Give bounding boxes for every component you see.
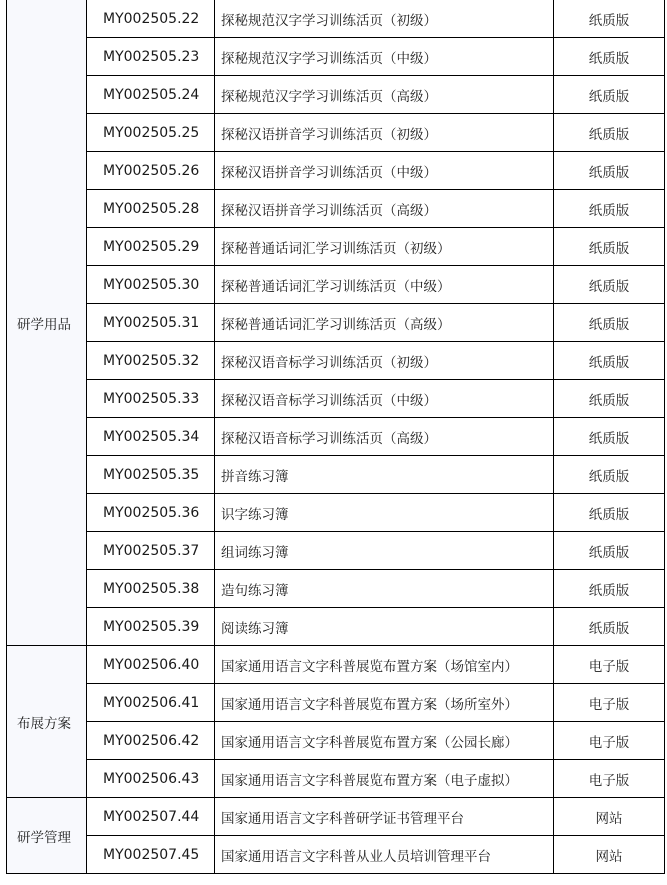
code-cell: MY002505.23: [87, 38, 215, 76]
name-cell: 探秘汉语音标学习训练活页（高级）: [215, 418, 554, 456]
name-cell: 探秘汉语音标学习训练活页（初级）: [215, 342, 554, 380]
format-cell: 纸质版: [554, 190, 665, 228]
name-cell: 探秘规范汉字学习训练活页（初级）: [215, 0, 554, 38]
name-cell: 国家通用语言文字科普展览布置方案（场馆室内）: [215, 646, 554, 684]
table-row: [7, 76, 665, 114]
table-row: [7, 798, 665, 836]
format-cell: 纸质版: [554, 114, 665, 152]
name-cell: 探秘汉语拼音学习训练活页（初级）: [215, 114, 554, 152]
format-cell: 纸质版: [554, 38, 665, 76]
name-cell: 造句练习簿: [215, 570, 554, 608]
format-cell: 电子版: [554, 760, 665, 798]
name-cell: 探秘普通话词汇学习训练活页（中级）: [215, 266, 554, 304]
table-row: [7, 456, 665, 494]
code-cell: MY002506.43: [87, 760, 215, 798]
name-cell: 探秘普通话词汇学习训练活页（初级）: [215, 228, 554, 266]
name-cell: 探秘规范汉字学习训练活页（高级）: [215, 76, 554, 114]
format-cell: 纸质版: [554, 266, 665, 304]
name-cell: 探秘汉语拼音学习训练活页（中级）: [215, 152, 554, 190]
table-row: [7, 114, 665, 152]
code-cell: MY002506.41: [87, 684, 215, 722]
code-cell: MY002505.25: [87, 114, 215, 152]
table-row: [7, 608, 665, 646]
name-cell: 识字练习簿: [215, 494, 554, 532]
table-row: [7, 190, 665, 228]
table-row: [7, 494, 665, 532]
product-table: [6, 0, 665, 874]
name-cell: 国家通用语言文字科普展览布置方案（场所室外）: [215, 684, 554, 722]
code-cell: MY002505.34: [87, 418, 215, 456]
format-cell: 电子版: [554, 722, 665, 760]
table-row: [7, 836, 665, 874]
table-row: [7, 380, 665, 418]
code-cell: MY002505.35: [87, 456, 215, 494]
name-cell: 探秘汉语音标学习训练活页（中级）: [215, 380, 554, 418]
code-cell: MY002506.42: [87, 722, 215, 760]
code-cell: MY002505.28: [87, 190, 215, 228]
table-row: [7, 722, 665, 760]
name-cell: 探秘普通话词汇学习训练活页（高级）: [215, 304, 554, 342]
code-cell: MY002505.39: [87, 608, 215, 646]
format-cell: 纸质版: [554, 380, 665, 418]
code-cell: MY002505.22: [87, 0, 215, 38]
code-cell: MY002505.31: [87, 304, 215, 342]
table-row: [7, 38, 665, 76]
table-row: [7, 570, 665, 608]
table-row: [7, 152, 665, 190]
name-cell: 探秘汉语拼音学习训练活页（高级）: [215, 190, 554, 228]
format-cell: 纸质版: [554, 608, 665, 646]
format-cell: 电子版: [554, 646, 665, 684]
format-cell: 纸质版: [554, 494, 665, 532]
category-cell: 研学管理: [7, 798, 87, 874]
table-row: [7, 684, 665, 722]
code-cell: MY002505.32: [87, 342, 215, 380]
format-cell: 纸质版: [554, 532, 665, 570]
code-cell: MY002506.40: [87, 646, 215, 684]
table-row: [7, 0, 665, 38]
format-cell: 纸质版: [554, 456, 665, 494]
table-row: [7, 342, 665, 380]
table-row: [7, 418, 665, 456]
name-cell: 国家通用语言文字科普展览布置方案（公园长廊）: [215, 722, 554, 760]
format-cell: 网站: [554, 836, 665, 874]
name-cell: 国家通用语言文字科普研学证书管理平台: [215, 798, 554, 836]
format-cell: 网站: [554, 798, 665, 836]
name-cell: 探秘规范汉字学习训练活页（中级）: [215, 38, 554, 76]
table-row: [7, 304, 665, 342]
name-cell: 国家通用语言文字科普展览布置方案（电子虚拟）: [215, 760, 554, 798]
format-cell: 纸质版: [554, 418, 665, 456]
code-cell: MY002505.24: [87, 76, 215, 114]
format-cell: 纸质版: [554, 152, 665, 190]
category-cell: 布展方案: [7, 646, 87, 798]
table-row: [7, 532, 665, 570]
product-table-body: [7, 0, 665, 874]
category-cell: 研学用品: [7, 0, 87, 646]
code-cell: MY002505.26: [87, 152, 215, 190]
format-cell: 电子版: [554, 684, 665, 722]
format-cell: 纸质版: [554, 342, 665, 380]
format-cell: 纸质版: [554, 304, 665, 342]
code-cell: MY002505.37: [87, 532, 215, 570]
name-cell: 组词练习簿: [215, 532, 554, 570]
table-row: [7, 228, 665, 266]
table-row: [7, 760, 665, 798]
name-cell: 拼音练习簿: [215, 456, 554, 494]
format-cell: 纸质版: [554, 228, 665, 266]
format-cell: 纸质版: [554, 0, 665, 38]
code-cell: MY002507.45: [87, 836, 215, 874]
code-cell: MY002505.33: [87, 380, 215, 418]
format-cell: 纸质版: [554, 76, 665, 114]
table-row: [7, 646, 665, 684]
table-row: [7, 266, 665, 304]
format-cell: 纸质版: [554, 570, 665, 608]
code-cell: MY002505.29: [87, 228, 215, 266]
code-cell: MY002507.44: [87, 798, 215, 836]
name-cell: 阅读练习簿: [215, 608, 554, 646]
code-cell: MY002505.36: [87, 494, 215, 532]
code-cell: MY002505.38: [87, 570, 215, 608]
code-cell: MY002505.30: [87, 266, 215, 304]
name-cell: 国家通用语言文字科普从业人员培训管理平台: [215, 836, 554, 874]
